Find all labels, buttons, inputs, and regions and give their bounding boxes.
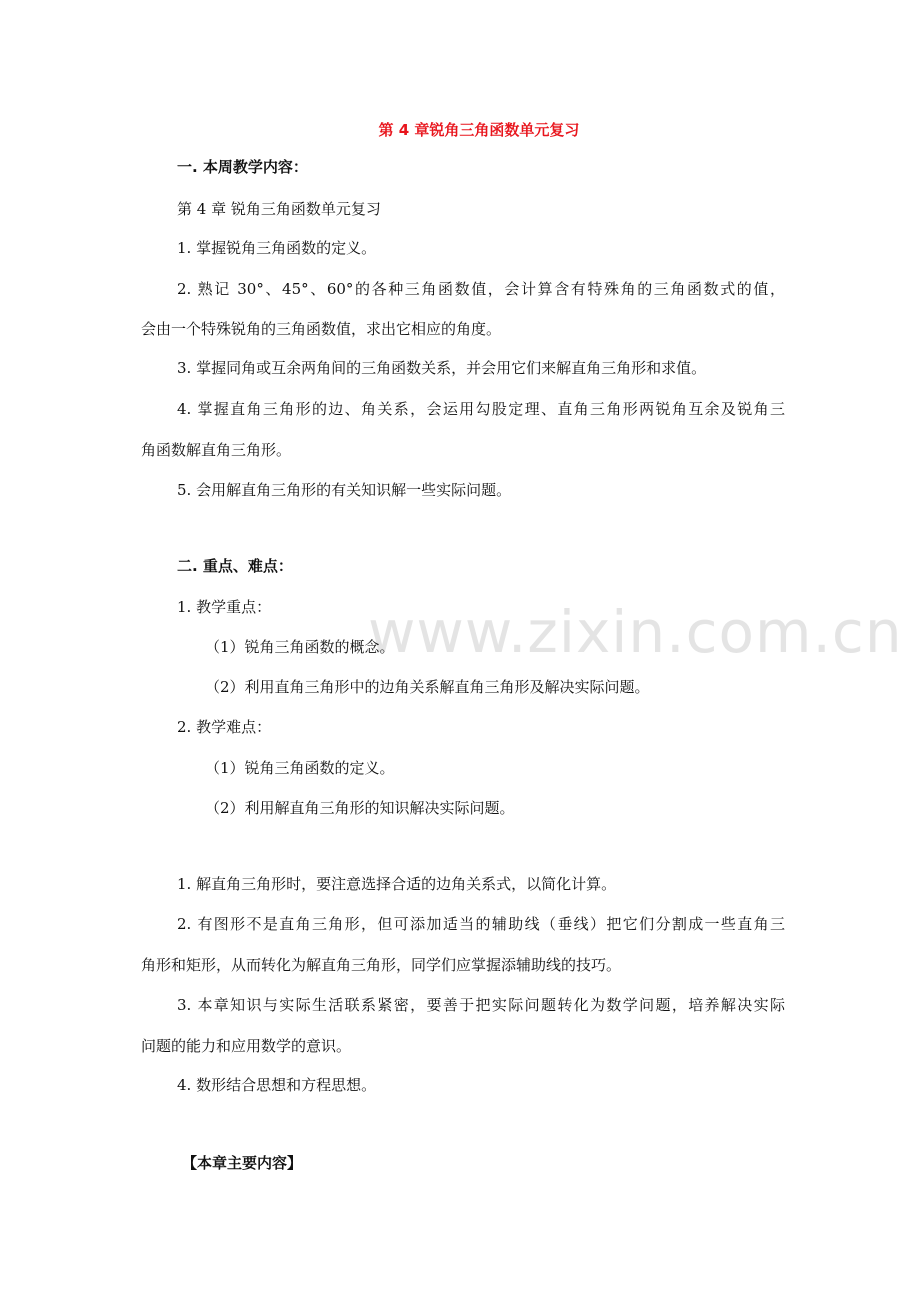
list-item: 4. 掌握直角三角形的边、角关系，会运用勾股定理、直角三角形两锐角互余及锐角三 bbox=[177, 400, 785, 418]
section1-heading: 一. 本周教学内容： bbox=[177, 158, 308, 176]
list-item: 3. 掌握同角或互余两角间的三角函数关系，并会用它们来解直角三角形和求值。 bbox=[177, 359, 707, 377]
list-item: 5. 会用解直角三角形的有关知识解一些实际问题。 bbox=[177, 481, 512, 499]
difficult-points-label: 2. 教学难点： bbox=[177, 718, 272, 736]
chapter-subtitle: 第 4 章 锐角三角函数单元复习 bbox=[177, 200, 381, 218]
section2-heading: 二. 重点、难点： bbox=[177, 557, 293, 575]
list-item: 1. 掌握锐角三角函数的定义。 bbox=[177, 239, 377, 257]
list-item: 2. 有图形不是直角三角形，但可添加适当的辅助线（垂线）把它们分割成一些直角三 bbox=[177, 915, 785, 933]
list-item: （1）锐角三角函数的定义。 bbox=[205, 759, 395, 777]
key-points-label: 1. 教学重点： bbox=[177, 598, 272, 616]
page-title: 第 4 章锐角三角函数单元复习 bbox=[378, 121, 580, 139]
list-item: （2）利用直角三角形中的边角关系解直角三角形及解决实际问题。 bbox=[205, 678, 650, 696]
list-item: （1）锐角三角函数的概念。 bbox=[205, 638, 395, 656]
list-item: 2. 熟记 30°、45°、60°的各种三角函数值，会计算含有特殊角的三角函数式的值， bbox=[177, 280, 785, 298]
list-item-continuation: 角形和矩形，从而转化为解直角三角形，同学们应掌握添辅助线的技巧。 bbox=[141, 956, 622, 974]
section4-heading: 【本章主要内容】 bbox=[182, 1154, 303, 1172]
list-item-continuation: 会由一个特殊锐角的三角函数值，求出它相应的角度。 bbox=[141, 320, 502, 338]
list-item-continuation: 问题的能力和应用数学的意识。 bbox=[141, 1037, 352, 1055]
list-item: 1. 解直角三角形时，要注意选择合适的边角关系式，以简化计算。 bbox=[177, 875, 617, 893]
list-item: （2）利用解直角三角形的知识解决实际问题。 bbox=[205, 799, 515, 817]
watermark: www.zixin.com.cn bbox=[368, 598, 903, 666]
list-item: 3. 本章知识与实际生活联系紧密，要善于把实际问题转化为数学问题，培养解决实际 bbox=[177, 996, 785, 1014]
list-item: 4. 数形结合思想和方程思想。 bbox=[177, 1076, 377, 1094]
list-item-continuation: 角函数解直角三角形。 bbox=[141, 441, 292, 459]
